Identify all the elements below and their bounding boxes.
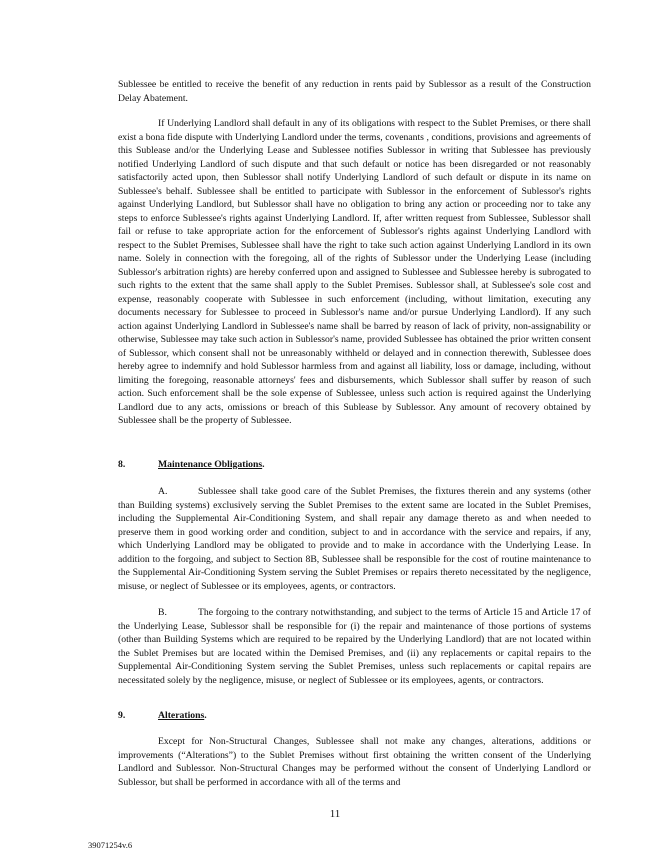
paragraph-underlying-landlord-default: If Underlying Landlord shall default in any of its obligations with respect to the Sublet Premises, or there shall exist a bona fide dispute with Underlying Landlord under the terms, covenants , conditions, provisions and agreements of this Sublease and/or the Underlying Lease and Sublessee notifies Sublessor in writing that Sublessee has previously notified Underlying Landlord of such dispute and that such default or notice has been disregarded or not reasonably satisfactorily acted upon, then Sublessor shall notify Underlying Landlord of such default or dispute in its name on Sublessee's behalf. Sublessee shall be entitled to participate with Sublessor in the enforcement of Sublessor's rights against Underlying Landlord, but Sublessor shall have no obligation to bring any action or proceeding nor to take any steps to enforce Sublessee's rights against Underlying Landlord. If, after written request from Sublessee, Sublessor shall fail or refuse to take appropriate action for the enforcement of Sublessor's rights against Underlying Landlord with respect to the Sublet Premises, Sublessee shall have the right to take such action against Underlying Landlord in its own name. Solely in connection with the foregoing, all of the rights of Sublessor under the Underlying Lease (including Sublessor's arbitration rights) are hereby conferred upon and assigned to Sublessee and Sublessee hereby is subrogated to such rights to the extent that the same shall apply to the Sublet Premises. Sublessor shall, at Sublessee's sole cost and expense, reasonably cooperate with Sublessee in such enforcement (including, without limitation, executing any documents necessary for Sublessee to proceed in Sublessor's name and/or pursue Underlying Landlord). If any such action against Underlying Landlord in Sublessee's name shall be barred by reason of lack of privity, non-assignability or otherwise, Sublessee may take such action in Sublessor's name, provided Sublessee has obtained the prior written consent of Sublessor, which consent shall not be unreasonably withheld or delayed and in connection therewith, Sublessee does hereby agree to indemnify and hold Sublessor harmless from and against all liability, loss or damage, including, without limiting the foregoing, reasonable attorneys' fees and disbursements, which Sublessor shall suffer by reason of such action. Such enforcement shall be the sole expense of Sublessee, unless such action is required against the Underlying Landlord due to any acts, omissions or breach of this Sublease by Sublessor. Any amount of recovery obtained by Sublessee shall be the property of Sublessee. (118, 118, 591, 426)
page-number: 11 (329, 808, 341, 820)
section-8-title: Maintenance Obligations (158, 459, 263, 470)
section-8b-paragraph (118, 606, 591, 687)
document-id: 39071254v.6 (88, 840, 133, 850)
section-9-number: 9. (118, 710, 126, 721)
section-8-number: 8. (118, 459, 126, 470)
section-8-heading (118, 458, 265, 472)
section-8a-text: Sublessee shall take good care of the Sublet Premises, the fixtures therein and any systems (other than Building systems) exclusively serving the Sublet Premises to the extent same are located in the Sublet Premises, including the Supplemental Air-Conditioning System, and shall repair any damage thereto as and when needed to preserve them in good working order and condition, subject to and in accordance with the service and repairs, if any, which Underlying Landlord may be obligated to provide and to make in accordance with the Underlying Lease. In addition to the forgoing, and subject to Section 8B, Sublessee shall be responsible for the cost of routine maintenance to the Supplemental Air-Conditioning System serving the Sublet Premises or repairs thereto necessitated by the negligence, misuse, or neglect of Sublessee or its employees, agents, or contractors. (118, 486, 591, 592)
section-9-title: Alterations (158, 710, 205, 721)
section-8-title-period: . (262, 459, 265, 470)
section-9-heading (118, 709, 207, 723)
section-8a-paragraph (118, 485, 591, 593)
paragraph-continuation: Sublessee be entitled to receive the benefit of any reduction in rents paid by Sublessor as a result of the Construction Delay Abatement. (118, 79, 591, 104)
section-9-paragraph: Except for Non-Structural Changes, Sublessee shall not make any changes, alterations, additions or improvements (“Alterations”) to the Sublet Premises without first obtaining the written consent of the Underlying Landlord and Sublessor. Non-Structural Changes may be performed without the consent of Underlying Landlord or Sublessor, but shall be performed in accordance with all of the terms and (118, 736, 591, 788)
section-9-title-period: . (204, 710, 207, 721)
section-8b-text: The forgoing to the contrary notwithstanding, and subject to the terms of Article 15 and Article 17 of the Underlying Lease, Sublessor shall be responsible for (i) the repair and maintenance of those portions of systems (other than Building Systems which are required to be repaired by the Underlying Landlord) that are not located within the Sublet Premises but are located within the Demised Premises, and (ii) any replacements or capital repairs to the Supplemental Air-Conditioning System serving the Sublet Premises, unless such replacements or capital repairs are necessitated solely by the negligence, misuse, or neglect of Sublessee or its employees, agents, or contractors. (118, 607, 591, 686)
section-8b-label: B. (158, 607, 167, 618)
section-8a-label: A. (158, 486, 168, 497)
